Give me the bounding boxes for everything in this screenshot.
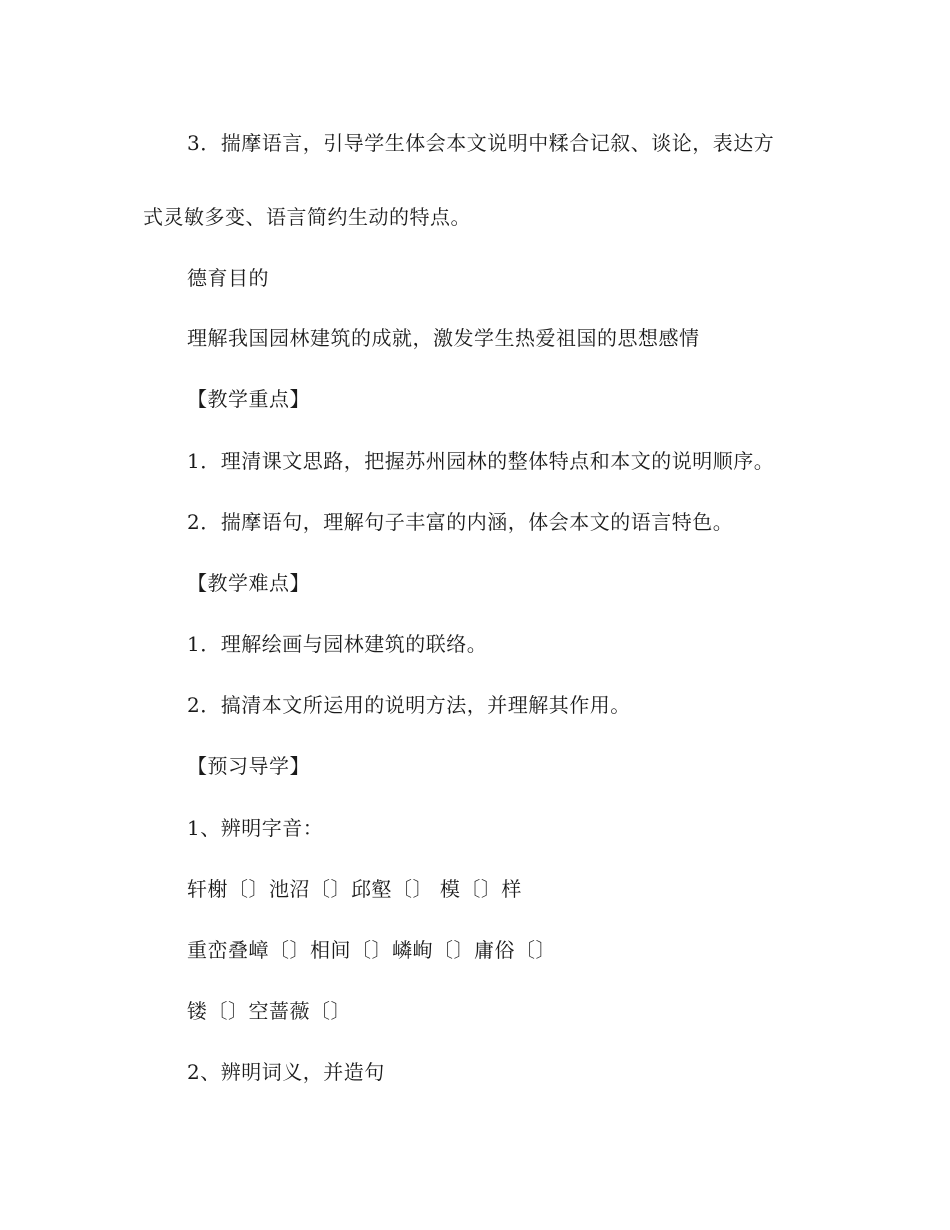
preview-heading: 【预习导学】: [187, 754, 310, 778]
key-point-2: 2．揣摩语句，理解句子丰富的内涵，体会本文的语言特色。: [187, 510, 734, 534]
key-point-1: 1．理清课文思路，把握苏州园林的整体特点和本文的说明顺序。: [187, 449, 775, 473]
difficulty-1: 1．理解绘画与园林建筑的联络。: [187, 632, 488, 656]
objective-3-line-2: 式灵敏多变、语言简约生动的特点。: [143, 205, 471, 229]
difficulties-heading: 【教学难点】: [187, 571, 310, 595]
moral-goal-heading: 德育目的: [187, 266, 269, 290]
moral-goal-text: 理解我国园林建筑的成就，激发学生热爱祖国的思想感情: [187, 326, 700, 350]
pronunciation-row-3: 镂〔〕空蔷薇〔〕: [187, 999, 351, 1023]
difficulty-2: 2．搞清本文所运用的说明方法，并理解其作用。: [187, 693, 631, 717]
objective-3-line-1: 3．揣摩语言，引导学生体会本文说明中糅合记叙、谈论，表达方: [187, 131, 775, 155]
key-points-heading: 【教学重点】: [187, 387, 310, 411]
preview-item-1: 1、辨明字音：: [187, 816, 324, 840]
pronunciation-row-1: 轩榭〔〕池沼〔〕邱壑〔〕 模〔〕样: [187, 877, 522, 901]
pronunciation-row-2: 重峦叠嶂〔〕相间〔〕嶙峋〔〕庸俗〔〕: [187, 938, 556, 962]
preview-item-2: 2、辨明词义，并造句: [187, 1060, 385, 1084]
